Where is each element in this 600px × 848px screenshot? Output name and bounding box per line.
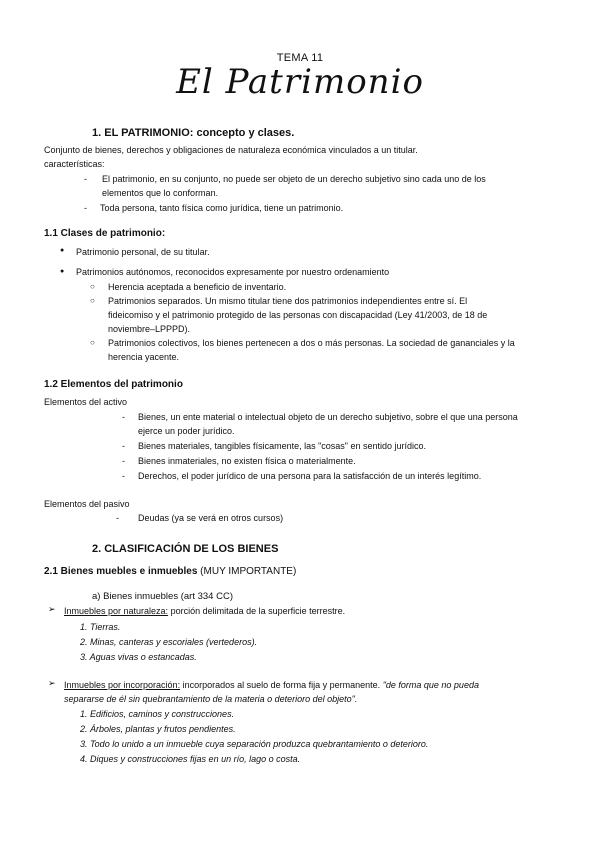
inmuebles-naturaleza	[64, 604, 345, 618]
pasivo-label: Elementos del pasivo	[44, 499, 130, 509]
section-1-heading: 1. EL PATRIMONIO: concepto y clases.	[92, 127, 295, 139]
subclase-colectivos-cont: herencia yacente.	[108, 352, 180, 362]
arrow-marker: ➢	[48, 678, 56, 688]
inmuebles-naturaleza-def: porción delimitada de la superficie terrestre.	[168, 606, 346, 616]
inmuebles-naturaleza-term: Inmuebles por naturaleza:	[64, 606, 169, 616]
caract-item-2: Toda persona, tanto física como jurídica, tiene un patrimonio.	[100, 203, 344, 213]
section-2-1-note: (MUY IMPORTANTE)	[197, 566, 297, 577]
circle-marker: ○	[90, 338, 95, 347]
activo-label: Elementos del activo	[44, 397, 128, 407]
dash-marker: -	[122, 471, 125, 481]
subclase-separados-cont: noviembre–LPPPD).	[108, 324, 191, 334]
caracteristicas-label: características:	[44, 159, 105, 169]
subclase-separados-cont: fideicomiso y el patrimonio protegido de las personas con discapacidad (Ley 41/2003, de 18 de	[108, 310, 488, 320]
pasivo-item-deudas: Deudas (ya se verá en otros cursos)	[138, 513, 284, 523]
incorporacion-item-1: 1. Edificios, caminos y construcciones.	[80, 709, 235, 719]
page-title: El Patrimonio	[176, 62, 424, 102]
bienes-inmuebles-label: a) Bienes inmuebles (art 334 CC)	[92, 591, 233, 602]
caract-item-1: El patrimonio, en su conjunto, no puede ser objeto de un derecho subjetivo sino cada uno de los	[102, 174, 486, 184]
section-2-1-heading	[44, 566, 296, 577]
incorporacion-item-2: 2. Árboles, plantas y frutos pendientes.	[80, 724, 236, 734]
activo-item-derechos: Derechos, el poder jurídico de una persona para la satisfacción de un interés legítimo.	[138, 471, 482, 481]
circle-marker: ○	[90, 296, 95, 305]
activo-item-materiales: Bienes materiales, tangibles físicamente, las "cosas" en sentido jurídico.	[138, 441, 427, 451]
activo-item-bienes: Bienes, un ente material o intelectual objeto de un derecho subjetivo, sobre el que una persona	[138, 412, 518, 422]
subclase-separados: Patrimonios separados. Un mismo titular tiene dos patrimonios independientes entre sí. El	[108, 296, 468, 306]
inmuebles-incorporacion-term: Inmuebles por incorporación:	[64, 680, 181, 690]
dash-marker: -	[84, 203, 87, 213]
incorporacion-quote: "de forma que no pueda	[380, 680, 479, 690]
section-2-1-title: 2.1 Bienes muebles e inmuebles	[44, 566, 198, 577]
naturaleza-item-2: 2. Minas, canteras y escoriales (vertederos).	[80, 637, 258, 647]
tema-label: TEMA 11	[276, 52, 324, 64]
definition-text: Conjunto de bienes, derechos y obligaciones de naturaleza económica vinculados a un titular.	[44, 145, 418, 155]
dash-marker: -	[84, 174, 87, 184]
incorporacion-item-3: 3. Todo lo unido a un inmueble cuya separación produzca quebrantamiento o deterioro.	[80, 739, 429, 749]
section-2-heading: 2. CLASIFICACIÓN DE LOS BIENES	[92, 543, 279, 555]
dash-marker: -	[122, 412, 125, 422]
subclase-colectivos: Patrimonios colectivos, los bienes pertenecen a dos o más personas. La sociedad de gananciales y la	[108, 338, 515, 348]
subclase-herencia: Herencia aceptada a beneficio de inventario.	[108, 282, 287, 292]
bullet-marker: ●	[60, 268, 65, 275]
arrow-marker: ➢	[48, 604, 56, 614]
naturaleza-item-1: 1. Tierras.	[80, 622, 121, 632]
clase-item-personal: Patrimonio personal, de su titular.	[76, 247, 210, 257]
inmuebles-incorporacion	[64, 678, 479, 692]
circle-marker: ○	[90, 282, 95, 291]
caract-item-1-cont: elementos que lo conforman.	[102, 188, 219, 198]
dash-marker: -	[122, 441, 125, 451]
dash-marker: -	[116, 513, 119, 523]
section-1-1-heading: 1.1 Clases de patrimonio:	[44, 228, 166, 239]
bullet-marker: ●	[60, 247, 65, 254]
activo-item-bienes-cont: ejerce un poder jurídico.	[138, 426, 235, 436]
incorporacion-item-4: 4. Diques y construcciones fijas en un río, lago o costa.	[80, 754, 301, 764]
clase-item-autonomos: Patrimonios autónomos, reconocidos expresamente por nuestro ordenamiento	[76, 267, 390, 277]
dash-marker: -	[122, 456, 125, 466]
naturaleza-item-3: 3. Aguas vivas o estancadas.	[80, 652, 197, 662]
section-1-2-heading: 1.2 Elementos del patrimonio	[44, 379, 183, 390]
incorporacion-quote-cont: separarse de él sin quebrantamiento de la materia o deterioro del objeto".	[64, 694, 358, 704]
inmuebles-incorporacion-def: incorporados al suelo de forma fija y permanente.	[180, 680, 381, 690]
activo-item-inmateriales: Bienes inmateriales, no existen física o materialmente.	[138, 456, 356, 466]
